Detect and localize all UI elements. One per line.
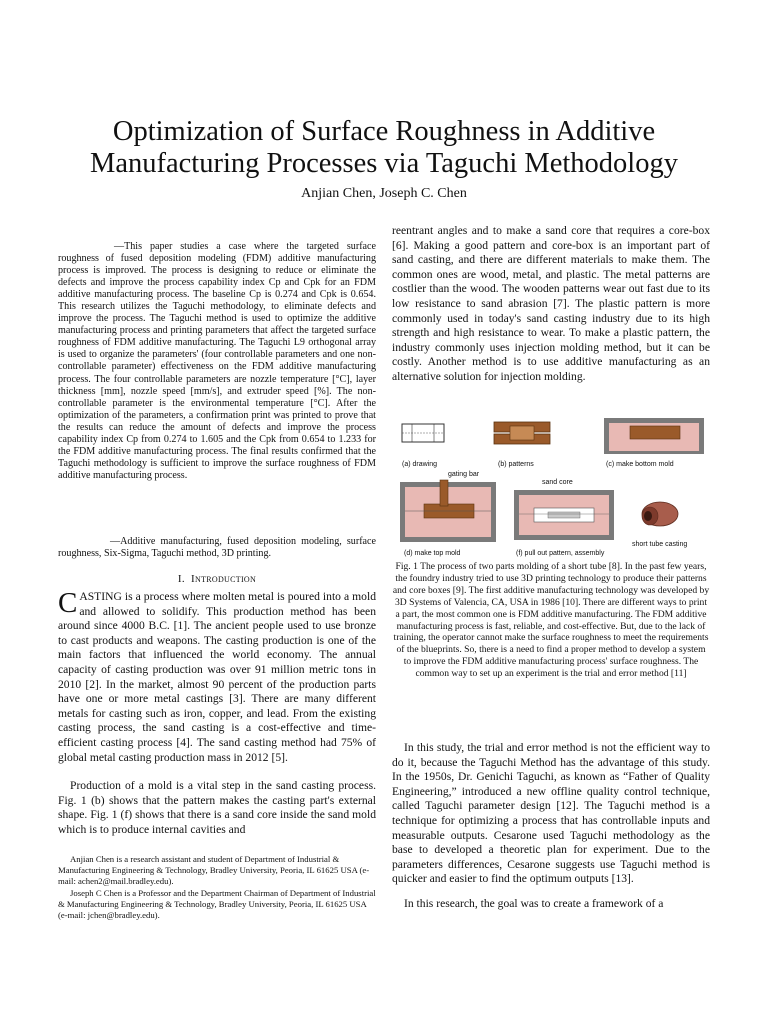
label-top-mold: (d) make top mold [404, 550, 461, 557]
label-patterns: (b) patterns [498, 461, 534, 468]
casting-panel [632, 502, 687, 548]
keywords [58, 536, 376, 560]
label-sand-core: sand core [542, 479, 573, 486]
bottom-mold-panel [604, 418, 704, 468]
right-paragraph-1: reentrant angles and to make a sand core that requires a core-box [6]. Making a good pattern and core-box is an important part of sand casting, and there are different materials to make them. The common ones are wood, metal, and plastic. The metal patterns are costlier than the wood. The wooden patterns wear out fast due to its low resistance to sand abrasion [7]. The plastic pattern is more commonly used in today's sand casting industry due to its high strength and high resistance to wear. To make a plastic pattern, the industry commonly uses injection molding method, but it can be costly. Another method is to use additive manufacturing as an alternative solution for injection molding. [392, 224, 710, 383]
section-heading [58, 573, 376, 585]
label-gating-bar: gating bar [448, 471, 480, 478]
figure-1-illustration [398, 410, 710, 560]
intro-text: ASTING is a process where molten metal is poured into a mold and allowed to solidify. This production method has been around since 4000 B.C. [1]. The ancient people used to use bronze to cast products and weapons. The casting production is one of the main factors that influenced the world economy. The annual capacity of casting production was over 91 million metric tons in 2010 [2]. In the market, almost 90 percent of the production parts have one or more metal castings [3]. There are many different metals for casting such as iron, copper, and lead. From the existing casting process, the sand casting is a cost-effective and time-efficient casting process [4]. The sand casting method had 75% of global metal casting production mass in 2012 [5]. [58, 590, 376, 764]
section-title: Introduction [191, 573, 257, 585]
footnote-author-1: Anjian Chen is a research assistant and student of Department of Industrial & Manufacturing Engineering & Technology, Bradley University, Peoria, IL 61625 USA (e-mail: achen2@mail.bradley.edu). [58, 854, 370, 886]
label-drawing: (a) drawing [402, 461, 438, 468]
paper-title [40, 116, 728, 180]
title-line-2: Manufacturing Processes via Taguchi Methodology [90, 148, 678, 179]
section-numeral: I. [177, 573, 185, 585]
keywords-text: —Additive manufacturing, fused deposition modeling, surface roughness, Six-Sigma, Taguchi method, 3D printing. [58, 536, 376, 560]
top-mold-panel [400, 471, 496, 557]
drawing-panel [402, 424, 444, 468]
figure-1-caption: Fig. 1 The process of two parts molding of a short tube [8]. In the past few years, the foundry industry tried to use 3D printing technology to produce their patterns and core boxes [9]. The first additive manufacturing technology was developed by 3D Systems of Valencia, CA, USA in 1986 [10]. There are different ways to print a part, the most common one is FDM additive manufacturing. The FDM additive manufacturing process is fast, reliable, and cost-effective. But, due to the lack of training, the operator cannot make the surface roughness to meet the requirements of the blueprints. So, there is a need to find a proper method to develop a system to improve the FDM additive manufacturing process' surface roughness. The common way to set up an experiment is the trial and error method [11] [392, 561, 710, 680]
drop-cap: C [58, 587, 78, 619]
intro-paragraph [58, 587, 376, 765]
patterns-panel [494, 422, 550, 468]
label-short-tube: short tube casting [632, 541, 688, 548]
abstract-text: —This paper studies a case where the targeted surface roughness of fused deposition modeling (FDM) additive manufacturing process is improved. The process is designing to reduce or eliminate the defects and improve the process capability index Cp and Cpk for an FDM additive manufacturing process. The baseline Cp is 0.274 and Cpk is 0.654. This research utilizes the Taguchi methodology, to eliminate defects and improve the process. The Taguchi method is used to optimize the additive manufacturing process and printing parameters that affect the targeted surface roughness of FDM additive manufacturing. The Taguchi L9 orthogonal array is used to organize the parameters' (four controllable parameters and one non-controllable parameter) effectiveness on the FDM additive manufacturing process. The four controllable parameters are nozzle temperature [°C], layer thickness [mm], nozzle speed [mm/s], and extruder speed [%]. The non-controllable parameter is the environmental temperature [°C]. After the optimization of the parameters, a confirmation print was printed to prove that the results can reduce the amount of defects and improve the process capability index Cp from 0.274 to 1.605 and the Cpk from 0.654 to 1.233 for the FDM additive manufacturing process. The final results confirmed that the Taguchi methodology is sufficient to improve the surface roughness of FDM additive manufacturing process. [58, 241, 376, 481]
right-paragraph-2: In this study, the trial and error method is not the efficient way to do it, because the Taguchi Method has the advantage of this study. In the 1950s, Dr. Genichi Taguchi, as known as “Father of Quality Engineering,” introduced a new offline quality control technique, called Taguchi parameter design [12]. The Taguchi method is a technique for optimizing a process that has controllable inputs and measurable outputs. Cesarone used Taguchi methodology as the base to developed a theoretic plan for experiment. Due to the parameters differences, Cesarone suggests use Taguchi method is quicker and easier to find the optimum outputs [13]. [392, 741, 710, 886]
assembly-panel [514, 479, 614, 557]
right-paragraph-3: In this research, the goal was to create a framework of a [404, 897, 664, 910]
label-bottom-mold: (c) make bottom mold [606, 461, 674, 468]
label-assembly: (f) pull out pattern, assembly [516, 550, 605, 557]
footnotes [58, 854, 376, 923]
footnote-author-2: Joseph C Chen is a Professor and the Department Chairman of Department of Industrial & Manufacturing Engineering & Technology, Bradley University, Peoria, IL 61625 USA (e-mail: jchen@bradley.edu). [58, 888, 376, 920]
abstract [58, 241, 376, 482]
mold-paragraph: Production of a mold is a vital step in the sand casting process. Fig. 1 (b) shows that the pattern makes the casting part's external shape. Fig. 1 (f) shows that there is a sand core inside the sand mold which is to produce internal cavities and [58, 779, 376, 836]
authors: Anjian Chen, Joseph C. Chen [301, 186, 467, 201]
title-line-1: Optimization of Surface Roughness in Additive [112, 116, 656, 147]
